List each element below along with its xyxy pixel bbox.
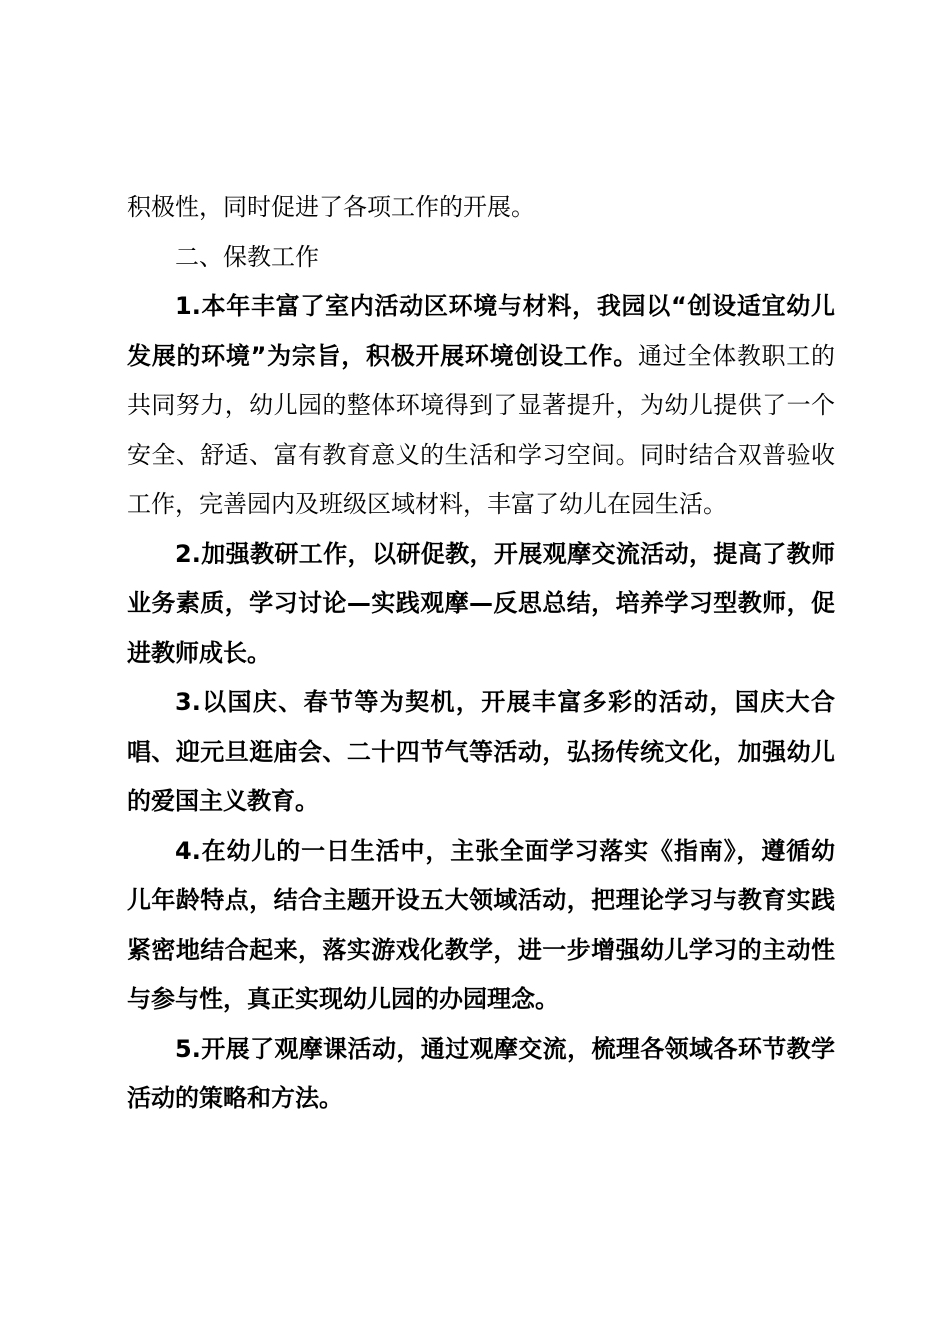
paragraph-item-1	[127, 282, 835, 530]
paragraph-continuation	[127, 183, 835, 233]
paragraph-item-5	[127, 1025, 835, 1124]
paragraph-bold-lead: 2.加强教研工作，以研促教，开展观摩交流活动，提高了教师业务素质，学习讨论—实践观摩—反思总结，培养学习型教师，促进教师成长。	[127, 539, 835, 667]
section-heading	[127, 233, 835, 283]
paragraph-bold-lead: 1.本年丰富了室内活动区环境与材料，我园以“创设适宜幼儿发展的环境”为宗旨，积极开展环境创设工作。	[127, 292, 835, 370]
paragraph-text: 积极性，同时促进了各项工作的开展。	[127, 193, 535, 221]
section-heading-text: 二、保教工作	[175, 242, 319, 271]
paragraph-item-4	[127, 827, 835, 1025]
paragraph-bold-lead: 5.开展了观摩课活动，通过观摩交流，梳理各领域各环节教学活动的策略和方法。	[127, 1034, 835, 1112]
paragraph-text: 通过全体教职工的共同努力，幼儿园的整体环境得到了显著提升，为幼儿提供了一个安全、舒适、富有教育意义的生活和学习空间。同时结合双普验收工作，完善园内及班级区域材料，丰富了幼儿在园生活。	[127, 341, 835, 518]
paragraph-bold-lead: 3.以国庆、春节等为契机，开展丰富多彩的活动，国庆大合唱、迎元旦逛庙会、二十四节气等活动，弘扬传统文化，加强幼儿的爱国主义教育。	[127, 688, 835, 815]
paragraph-item-3	[127, 678, 835, 827]
document-body	[127, 183, 835, 1124]
paragraph-item-2	[127, 530, 835, 679]
paragraph-bold-lead: 4.在幼儿的一日生活中，主张全面学习落实《指南》，遵循幼儿年龄特点，结合主题开设五大领域活动，把理论学习与教育实践紧密地结合起来，落实游戏化教学，进一步增强幼儿学习的主动性与参与性，真正实现幼儿园的办园理念。	[127, 836, 835, 1013]
